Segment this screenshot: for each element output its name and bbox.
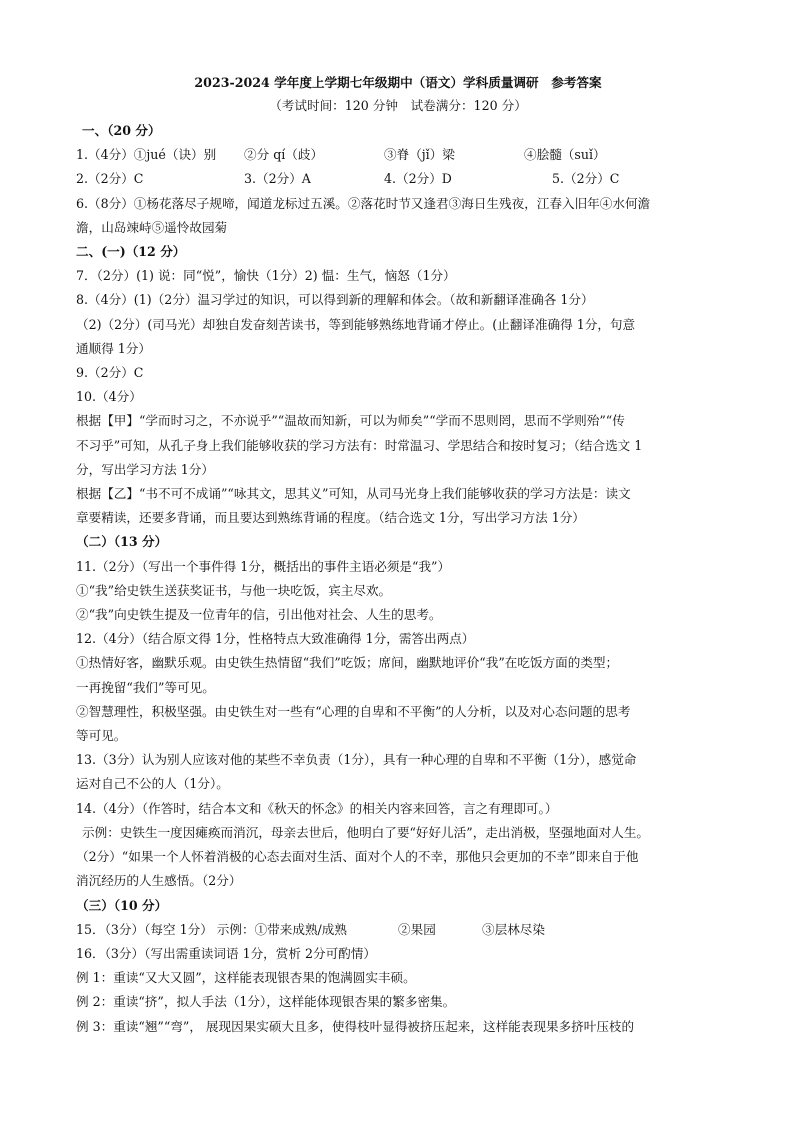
answer-q4: 4.（2分）D	[384, 171, 452, 187]
answer-q1-part3: ③脊（jǐ）梁	[384, 147, 455, 163]
answer-q8-line3: 通顺得 1分）	[76, 340, 151, 356]
answer-q12: 12.（4分）（结合原文得 1分，性格特点大致准确得 1分，需答出两点）	[76, 631, 475, 647]
answer-q14-line3: 消沉经历的人生感悟。（2分）	[76, 873, 242, 889]
answer-q8-line2: （2)（2分）(司马光）却独自发奋刻苦读书，等到能够熟练地背诵才停止。(止翻译准确得 1分，句意	[76, 316, 636, 332]
answer-q10-line5: 章要精读，还要多背诵，而且要达到熟练背诵的程度。（结合选文 1分，写出学习方法 1分）	[76, 510, 585, 526]
answer-q12-line2: 一再挽留“我们”等可见。	[76, 679, 215, 695]
answer-q12-line3: ②智慧理性，积极坚强。由史铁生对一些有“心理的自卑和不平衡”的人分析，以及对心态问题的思考	[76, 703, 631, 719]
answer-q13-line2: 运对自己不公的人（1分）。	[76, 776, 229, 792]
answer-q11-point2: ②“我”向史铁生提及一位青年的信，引出他对社会、人生的思考。	[76, 607, 442, 623]
document-title: 2023-2024 学年度上学期七年级期中（语文）学科质量调研 参考答案	[194, 75, 602, 90]
answer-q11-point1: ①“我”给史铁生送获奖证书，与他一块吃饭，宾主尽欢。	[76, 582, 392, 598]
answer-q10-line1: 根据【甲】“学而时习之，不亦说乎”“温故而知新，可以为师矣”“学而不思则罔，思而不学则殆”“传	[76, 413, 625, 429]
answer-q15	[76, 918, 720, 942]
answer-q1	[76, 143, 720, 167]
answer-q12-line4: 等可见。	[76, 728, 127, 744]
answer-q9: 9.（2分）C	[76, 365, 144, 381]
answer-q3: 3.（2分）A	[244, 171, 311, 187]
section-heading-3: （二）（13 分）	[76, 534, 168, 550]
section-heading-4: （三）（10 分）	[76, 897, 168, 913]
answer-q16-example2: 例 2：重读“挤”，拟人手法（1分），这样能体现银杏果的繁多密集。	[76, 994, 456, 1010]
section-heading-2: 二、(一)（12 分）	[76, 244, 186, 260]
answer-q6-line1: 6.（8分）①杨花落尽子规啼，闻道龙标过五溪。②落花时节又逢君③海日生残夜，江春入旧年④水何澹	[76, 195, 651, 211]
answer-q15-part2: ②果园	[398, 921, 436, 937]
answer-q1-part2: ②分 qí（歧）	[244, 147, 324, 163]
answer-q16-example3: 例 3：重读“翘”“弯”， 展现因果实硕大且多，使得枝叶显得被挤压起来，这样能表现果多挤叶压枝的	[76, 1018, 635, 1034]
answer-q1-part1: 1.（4分）①jué（诀）别	[76, 147, 217, 163]
answer-q7: 7．（2分）(1) 说：同“悦”，愉快（1分）2) 愠：生气，恼怒（1分）	[76, 268, 456, 284]
answer-q16: 16．（3分）（写出需重读词语 1分，赏析 2分可酌情）	[76, 945, 376, 961]
answer-q15-part1: 15．（3分）（每空 1分） 示例：①带来成熟/成熟	[76, 921, 347, 937]
document-subtitle: （考试时间：120 分钟 试卷满分：120 分）	[269, 98, 527, 113]
answer-key-page	[76, 72, 720, 1039]
answer-q15-part3: ③层林尽染	[482, 921, 545, 937]
answer-q2: 2.（2分）C	[76, 171, 144, 187]
answer-q10: 10.（4分）	[76, 389, 142, 405]
answer-q1-part4: ④脍髓（suǐ）	[524, 147, 606, 163]
answer-q8-line1: 8.（4分）(1)（2分）温习学过的知识，可以得到新的理解和体会。（故和新翻译准确各 1分）	[76, 292, 594, 308]
answer-q16-example1: 例 1：重读“又大又圆”，这样能表现银杏果的饱满圆实丰硕。	[76, 970, 416, 986]
answer-q14: 14.（4分）（作答时，结合本文和《秋天的怀念》的相关内容来回答，言之有理即可。）	[76, 800, 558, 816]
answer-q14-line1: 示例：史铁生一度因瘫痪而消沉，母亲去世后，他明白了要“好好儿活”，走出消极，坚强地面对人生。	[82, 824, 650, 840]
answer-q5: 5.（2分）C	[552, 171, 620, 187]
answer-q11: 11.（2分）（写出一个事件得 1分，概括出的事件主语必须是“我”）	[76, 558, 451, 574]
answer-q2-to-q5	[76, 167, 720, 191]
answer-q13-line1: 13.（3分）认为别人应该对他的某些不幸负责（1分），具有一种心理的自卑和不平衡（1分），感觉命	[76, 752, 637, 768]
answer-q10-line2: 不习乎”可知，从孔子身上我们能够收获的学习方法有：时常温习、学思结合和按时复习；（结合选文 1	[76, 437, 643, 453]
answer-q12-line1: ①热情好客，幽默乐观。由史铁生热情留“我们”吃饭；席间，幽默地评价“我”在吃饭方面的类型；	[76, 655, 619, 671]
answer-q10-line4: 根据【乙】“书不可不成诵”“咏其文，思其义”可知，从司马光身上我们能够收获的学习方法是：读文	[76, 486, 631, 502]
section-heading-1: 一、（20 分）	[82, 123, 161, 138]
answer-q14-line2: （2分）“如果一个人怀着消极的心态去面对生活、面对个人的不幸，那他只会更加的不幸”即来自于他	[76, 849, 639, 865]
answer-q10-line3: 分，写出学习方法 1分）	[76, 461, 214, 477]
answer-q6-line2: 澹，山岛竦峙⑤遥怜故园菊	[76, 219, 228, 235]
